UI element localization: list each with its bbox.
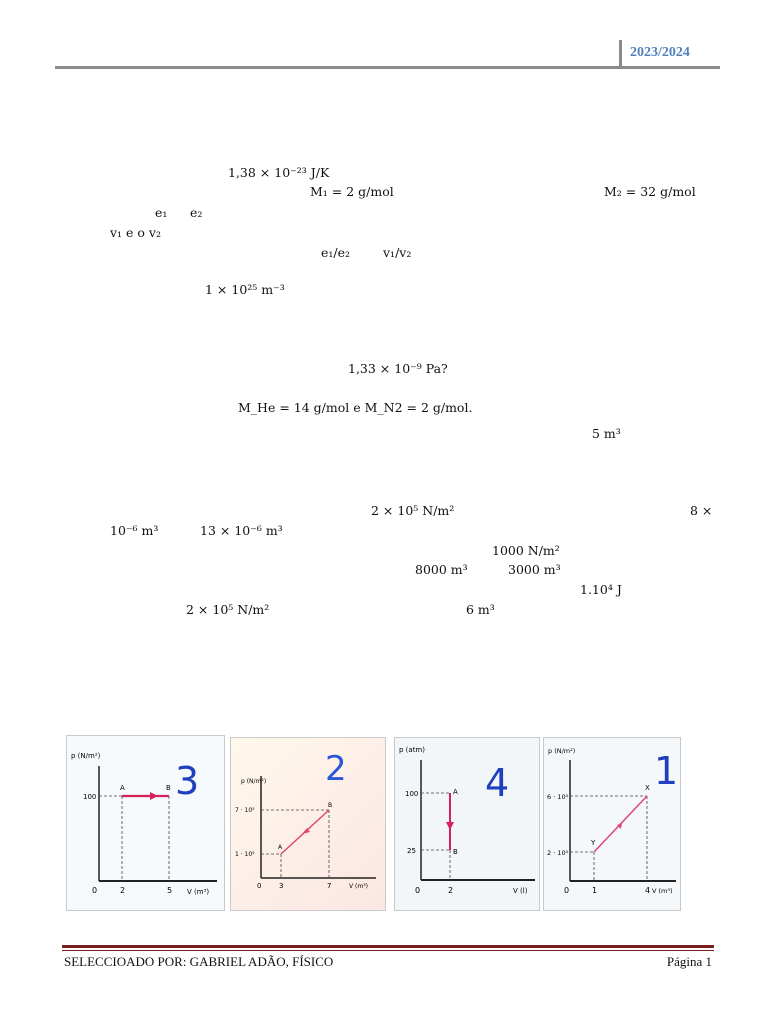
x-tick-label: 3 (279, 882, 284, 890)
math-e1: e₁ (155, 205, 168, 220)
footer-page-number: Página 1 (666, 954, 712, 969)
math-8-times: 8 × (690, 503, 713, 518)
y-tick-label: 100 (405, 790, 419, 798)
header-divider-tick (619, 40, 622, 68)
graph-figure-3 (66, 735, 225, 911)
figure-number: 3 (175, 759, 200, 803)
y-tick-label: 2 · 10⁵ (547, 849, 569, 857)
x-tick-label: 1 (592, 886, 598, 895)
math-volume-8000: 8000 m³ (415, 562, 468, 577)
math-pressure-1000: 1000 N/m² (492, 543, 560, 558)
y-tick-label: 6 · 10⁵ (547, 793, 569, 801)
point-label: B (328, 802, 333, 809)
footer-author: SELECCIOADO POR: GABRIEL ADÃO, FÍSICO (64, 954, 334, 969)
y-tick-label: 25 (407, 847, 416, 855)
math-e2: e₂ (190, 205, 203, 220)
point-label: X (645, 784, 650, 792)
y-tick-label: 1 · 10⁵ (235, 851, 255, 858)
origin-label: 0 (92, 886, 98, 895)
math-v-ratio: v₁/v₂ (383, 245, 412, 260)
point-label: B (166, 784, 171, 792)
origin-label: 0 (564, 886, 570, 895)
header-rule (55, 66, 720, 69)
y-axis-label: p (N/m²) (548, 747, 576, 755)
graph-figure-1 (543, 737, 681, 911)
math-m2: M₂ = 32 g/mol (604, 184, 696, 199)
math-pressure-2e5: 2 × 10⁵ N/m² (371, 503, 455, 518)
math-volume-6: 6 m³ (466, 602, 495, 617)
y-axis-label: p (N/m²) (241, 778, 267, 785)
x-tick-label: 4 (645, 886, 651, 895)
point-label: Y (591, 839, 596, 847)
math-volume-3000: 3000 m³ (508, 562, 561, 577)
figure-number: 2 (325, 749, 347, 789)
point-label: A (453, 788, 458, 796)
y-tick-label: 7 · 10⁵ (235, 807, 255, 814)
point-label: A (278, 844, 283, 851)
x-tick-label: 2 (120, 886, 126, 895)
graph-figure-2 (230, 737, 386, 911)
origin-label: 0 (257, 882, 262, 890)
x-axis-label: V (m³) (187, 888, 210, 896)
math-volume-13: 13 × 10⁻⁶ m³ (200, 523, 283, 538)
x-axis-label: V (l) (513, 887, 528, 895)
math-volume-5: 5 m³ (592, 426, 621, 441)
x-axis-label: V (m³) (652, 887, 673, 895)
math-boltzmann: 1,38 × 10⁻²³ J/K (228, 165, 330, 180)
x-tick-label: 5 (167, 886, 173, 895)
math-molar-masses: M_He = 14 g/mol e M_N2 = 2 g/mol. (238, 400, 473, 415)
math-v1-v2: v₁ e o v₂ (110, 225, 161, 240)
arrow-icon (150, 792, 158, 800)
math-m1: M₁ = 2 g/mol (310, 184, 394, 199)
point-label: B (453, 848, 458, 856)
y-axis-label: p (N/m²) (71, 752, 101, 760)
x-tick-label: 2 (448, 886, 454, 895)
point-label: A (120, 784, 125, 792)
origin-label: 0 (415, 886, 421, 895)
math-volume-small: 10⁻⁶ m³ (110, 523, 159, 538)
footer-rule-thin (62, 950, 714, 951)
y-axis-label: p (atm) (399, 746, 425, 754)
math-pressure: 1,33 × 10⁻⁹ Pa? (348, 361, 448, 376)
x-axis-label: V (m³) (349, 883, 368, 890)
x-tick-label: 7 (327, 882, 332, 890)
figure-number: 1 (654, 749, 679, 793)
figure-number: 4 (485, 761, 510, 805)
math-work: 1.10⁴ J (580, 582, 622, 597)
math-e-ratio: e₁/e₂ (321, 245, 351, 260)
y-tick-label: 100 (83, 793, 97, 801)
math-pressure-2e5-b: 2 × 10⁵ N/m² (186, 602, 270, 617)
school-year: 2023/2024 (630, 45, 690, 60)
math-density: 1 × 10²⁵ m⁻³ (205, 282, 285, 297)
graph-figure-4 (394, 737, 540, 911)
arrow-icon (446, 822, 454, 830)
footer-rule (62, 945, 714, 948)
